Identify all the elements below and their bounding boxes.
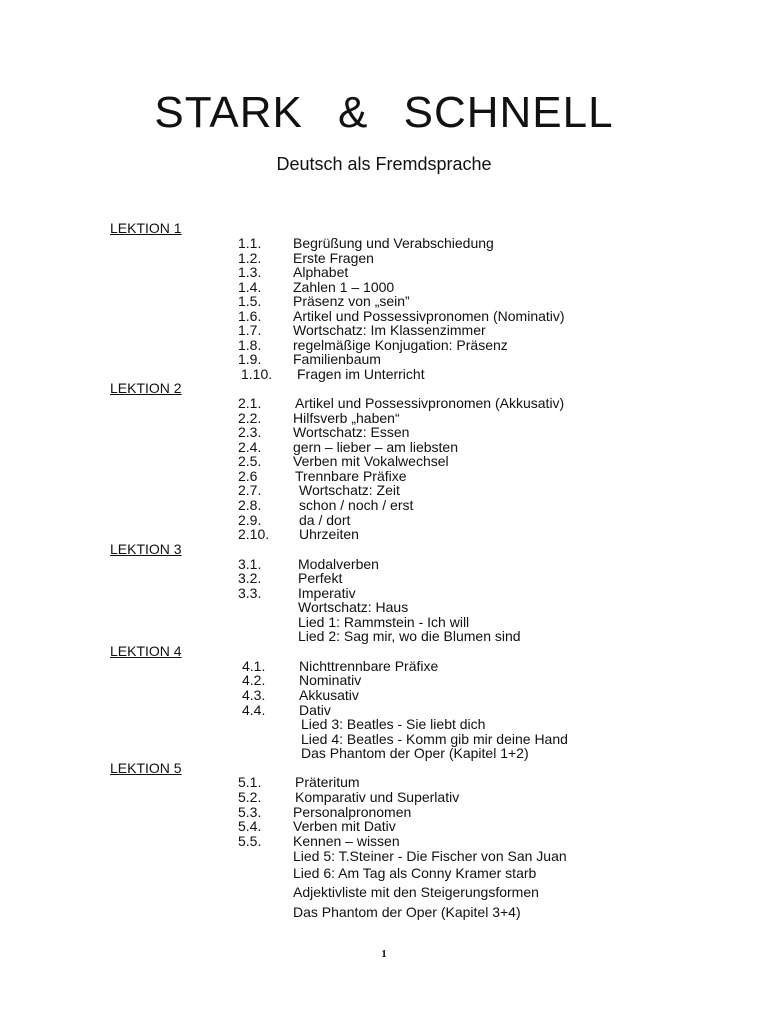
item-number: 1.2. <box>238 250 262 266</box>
item-title: Das Phantom der Oper (Kapitel 1+2) <box>301 745 529 761</box>
item-title: Fragen im Unterricht <box>297 366 425 382</box>
item-title: schon / noch / erst <box>299 497 414 513</box>
item-number: 2.4. <box>238 439 262 455</box>
item-number: 2.10. <box>238 526 270 542</box>
item-title: regelmäßige Konjugation: Präsenz <box>293 337 508 353</box>
item-title: Begrüßung und Verabschiedung <box>293 235 494 251</box>
item-title: Verben mit Dativ <box>293 818 396 834</box>
item-number: 2.5. <box>238 453 262 469</box>
item-number: 2.1. <box>238 395 262 411</box>
item-number: 3.3. <box>238 585 262 601</box>
item-title: da / dort <box>299 512 351 528</box>
item-number: 5.4. <box>238 818 262 834</box>
item-title: Verben mit Vokalwechsel <box>293 453 449 469</box>
item-number: 2.2. <box>238 410 262 426</box>
item-title: Nichttrennbare Präfixe <box>299 658 439 674</box>
item-title: Lied 3: Beatles - Sie liebt dich <box>301 716 486 732</box>
item-number: 3.2. <box>238 570 262 586</box>
item-title: Präsenz von „sein” <box>293 293 410 309</box>
item-number: 2.6 <box>238 468 258 484</box>
item-number: 2.8. <box>238 497 262 513</box>
item-title: Akkusativ <box>299 687 359 703</box>
document-title: STARK & SCHNELL <box>154 88 614 137</box>
lesson-heading: LEKTION 2 <box>110 380 182 396</box>
lesson-heading: LEKTION 3 <box>110 541 182 557</box>
item-title: Lied 2: Sag mir, wo die Blumen sind <box>298 628 521 644</box>
item-title: Wortschatz: Zeit <box>299 482 400 498</box>
item-title: Komparativ und Superlativ <box>295 789 460 805</box>
item-number: 1.6. <box>238 308 262 324</box>
item-number: 2.7. <box>238 482 262 498</box>
item-title: Wortschatz: Im Klassenzimmer <box>293 322 486 338</box>
item-number: 1.9. <box>238 351 262 367</box>
item-number: 3.1. <box>238 556 262 572</box>
item-title: Lied 1: Rammstein - Ich will <box>298 614 470 630</box>
item-title: Perfekt <box>298 570 343 586</box>
item-number: 5.1. <box>238 774 262 790</box>
item-number: 1.1. <box>238 235 262 251</box>
item-title: Erste Fragen <box>293 250 374 266</box>
lesson-heading: LEKTION 4 <box>110 643 182 659</box>
item-title: Kennen – wissen <box>293 833 400 849</box>
item-number: 1.7. <box>238 322 262 338</box>
item-number: 5.5. <box>238 833 262 849</box>
item-title: Artikel und Possessivpronomen (Nominativ) <box>293 308 565 324</box>
item-title: gern – lieber – am liebsten <box>293 439 458 455</box>
lesson-heading: LEKTION 1 <box>110 220 182 236</box>
item-title: Zahlen 1 – 1000 <box>293 279 395 295</box>
item-title: Lied 4: Beatles - Komm gib mir deine Hand <box>301 731 568 747</box>
item-number: 2.3. <box>238 424 262 440</box>
item-title: Hilfsverb „haben“ <box>293 410 400 426</box>
item-number: 1.5. <box>238 293 262 309</box>
item-number: 1.3. <box>238 264 262 280</box>
item-number: 1.4. <box>238 279 262 295</box>
item-number: 5.3. <box>238 804 262 820</box>
item-title: Familienbaum <box>293 351 381 367</box>
item-title: Lied 6: Am Tag als Conny Kramer starb <box>293 865 537 881</box>
item-title: Modalverben <box>298 556 379 572</box>
page-number: 1 <box>381 948 387 960</box>
item-title: Das Phantom der Oper (Kapitel 3+4) <box>293 904 521 920</box>
item-title: Imperativ <box>298 585 356 601</box>
item-title: Alphabet <box>293 264 349 280</box>
item-title: Personalpronomen <box>293 804 412 820</box>
item-number: 1.8. <box>238 337 262 353</box>
item-number: 4.1. <box>242 658 266 674</box>
item-title: Lied 5: T.Steiner - Die Fischer von San Juan <box>293 848 567 864</box>
item-title: Artikel und Possessivpronomen (Akkusativ) <box>295 395 565 411</box>
item-title: Wortschatz: Haus <box>298 599 409 615</box>
item-title: Uhrzeiten <box>299 526 359 542</box>
lesson-heading: LEKTION 5 <box>110 760 182 776</box>
item-number: 1.10. <box>241 366 273 382</box>
item-number: 4.3. <box>242 687 266 703</box>
item-title: Nominativ <box>299 672 362 688</box>
item-number: 4.4. <box>242 702 266 718</box>
item-number: 5.2. <box>238 789 262 805</box>
item-title: Dativ <box>299 702 331 718</box>
document-subtitle: Deutsch als Fremdsprache <box>276 154 492 174</box>
item-title: Präteritum <box>295 774 360 790</box>
item-number: 2.9. <box>238 512 262 528</box>
item-title: Wortschatz: Essen <box>293 424 410 440</box>
item-title: Adjektivliste mit den Steigerungsformen <box>293 884 539 900</box>
item-title: Trennbare Präfixe <box>295 468 407 484</box>
item-number: 4.2. <box>242 672 266 688</box>
